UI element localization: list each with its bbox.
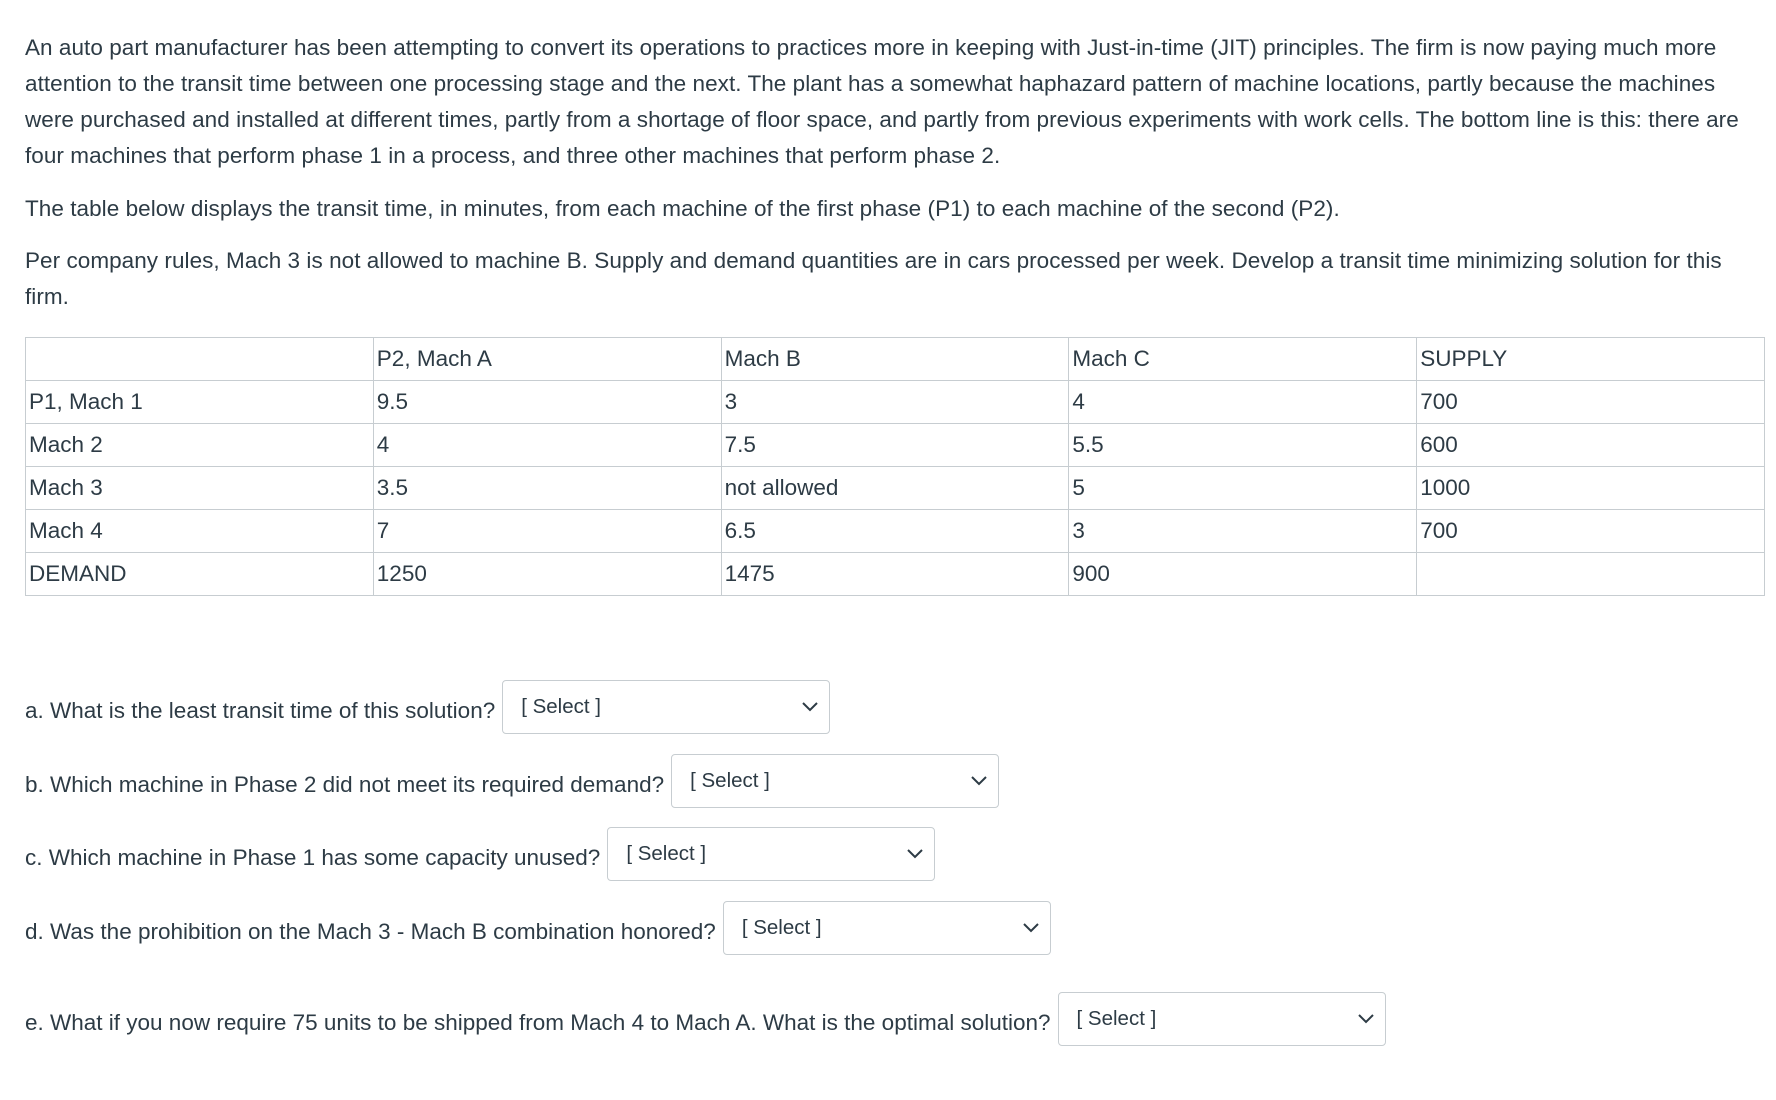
- answer-c-select[interactable]: [607, 827, 935, 881]
- question-a-label: a. What is the least transit time of this solution?: [25, 698, 496, 723]
- table-cell: SUPPLY: [1417, 338, 1765, 381]
- table-cell: 4: [373, 424, 721, 467]
- table-cell: 9.5: [373, 381, 721, 424]
- table-cell: P2, Mach A: [373, 338, 721, 381]
- answer-d-select[interactable]: [723, 901, 1051, 955]
- table-cell: Mach 4: [26, 510, 374, 553]
- table-cell: 7: [373, 510, 721, 553]
- table-cell: not allowed: [721, 467, 1069, 510]
- answer-b-select[interactable]: [671, 754, 999, 808]
- table-cell: 7.5: [721, 424, 1069, 467]
- answer-b-selected-value: [ Select ]: [690, 769, 770, 792]
- table-cell: 700: [1417, 510, 1765, 553]
- table-cell: 4: [1069, 381, 1417, 424]
- table-cell: 3: [721, 381, 1069, 424]
- table-cell: DEMAND: [26, 553, 374, 596]
- answer-a-selected-value: [ Select ]: [521, 695, 601, 718]
- question-c: [25, 831, 935, 885]
- table-cell: 1000: [1417, 467, 1765, 510]
- question-d-label: d. Was the prohibition on the Mach 3 - Mach B combination honored?: [25, 919, 716, 944]
- table-cell: Mach 2: [26, 424, 374, 467]
- table-cell: 5.5: [1069, 424, 1417, 467]
- answer-c-selected-value: [ Select ]: [626, 842, 707, 865]
- question-e-label: e. What if you now require 75 units to be shipped from Mach 4 to Mach A. What is the optimal solution?: [25, 1010, 1051, 1035]
- chevron-down-icon: [906, 848, 924, 860]
- table-cell: 3: [1069, 510, 1417, 553]
- table-cell: 5: [1069, 467, 1417, 510]
- table-cell: Mach C: [1069, 338, 1417, 381]
- table-row: [26, 510, 1765, 553]
- table-row: [26, 424, 1765, 467]
- table-row-demand: [26, 553, 1765, 596]
- table-cell: [1417, 553, 1765, 596]
- chevron-down-icon: [1357, 1013, 1375, 1025]
- table-cell: 1475: [721, 553, 1069, 596]
- answer-a-select[interactable]: [502, 680, 830, 734]
- table-cell: 900: [1069, 553, 1417, 596]
- transit-time-table: [25, 337, 1765, 596]
- question-e: [25, 996, 1386, 1050]
- table-cell: 3.5: [373, 467, 721, 510]
- chevron-down-icon: [801, 701, 819, 713]
- question-d: [25, 905, 1051, 959]
- table-cell: P1, Mach 1: [26, 381, 374, 424]
- table-row: [26, 381, 1765, 424]
- table-header-row: [26, 338, 1765, 381]
- chevron-down-icon: [970, 775, 988, 787]
- chevron-down-icon: [1022, 922, 1040, 934]
- question-b: [25, 758, 999, 812]
- intro-paragraph-3: Per company rules, Mach 3 is not allowed to machine B. Supply and demand quantities are in cars processed per week. Develop a transit time minimizing solution for this firm.: [25, 248, 1722, 309]
- table-cell: 6.5: [721, 510, 1069, 553]
- intro-paragraph-1: An auto part manufacturer has been attempting to convert its operations to practices more in keeping with Just-in-time (JIT) principles. The firm is now paying much more attention to the transit time between one processing stage and the next. The plant has a somewhat haphazard pattern of machine locations, partly because the machines were purchased and installed at different times, partly from a shortage of floor space, and partly from previous experiments with work cells. The bottom line is this: there are four machines that perform phase 1 in a process, and three other machines that perform phase 2.: [25, 35, 1739, 168]
- answer-d-selected-value: [ Select ]: [741, 916, 822, 939]
- table-cell: 700: [1417, 381, 1765, 424]
- question-c-label: c. Which machine in Phase 1 has some capacity unused?: [25, 845, 601, 870]
- table-cell: Mach B: [721, 338, 1069, 381]
- table-row: [26, 467, 1765, 510]
- question-content: [25, 30, 1765, 596]
- question-a: [25, 684, 830, 738]
- question-b-label: b. Which machine in Phase 2 did not meet its required demand?: [25, 772, 665, 797]
- intro-paragraph-2: The table below displays the transit time, in minutes, from each machine of the first phase (P1) to each machine of the second (P2).: [25, 196, 1340, 221]
- table-cell: 1250: [373, 553, 721, 596]
- table-cell: Mach 3: [26, 467, 374, 510]
- table-cell: 600: [1417, 424, 1765, 467]
- answer-e-select[interactable]: [1058, 992, 1386, 1046]
- table-cell: [26, 338, 374, 381]
- answer-e-selected-value: [ Select ]: [1076, 1007, 1157, 1030]
